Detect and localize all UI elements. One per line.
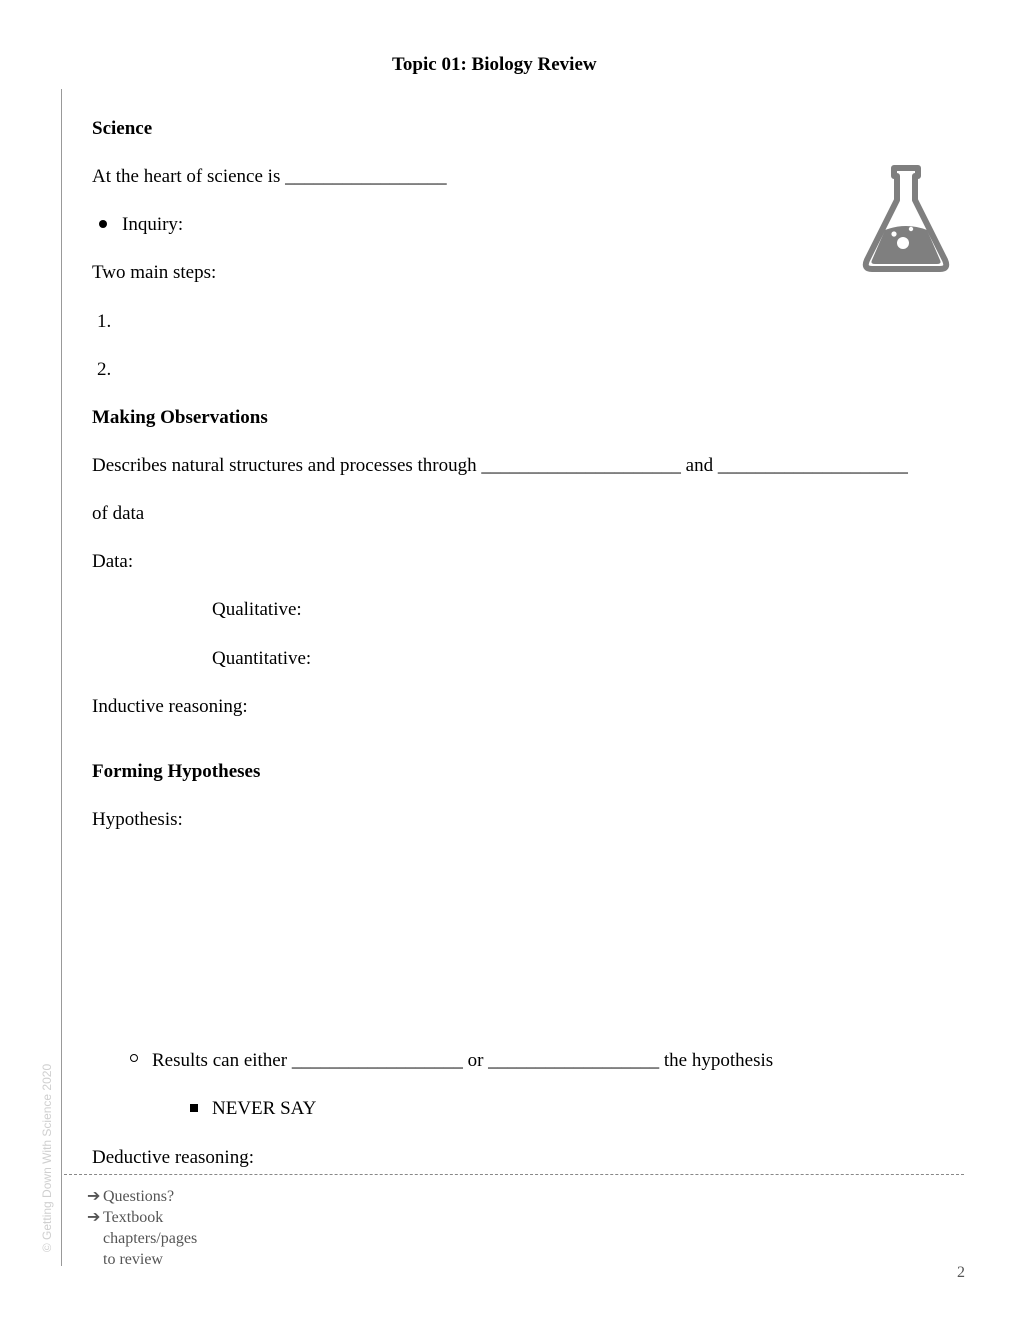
left-margin-rule bbox=[61, 89, 62, 1266]
inductive-reasoning-label: Inductive reasoning: bbox=[92, 696, 248, 717]
hypothesis-label: Hypothesis: bbox=[92, 809, 183, 830]
results-line: Results can either __________________ or __________________ the hypothesis bbox=[152, 1050, 774, 1071]
hollow-bullet-icon bbox=[130, 1054, 138, 1062]
questions-note: Questions? bbox=[103, 1188, 175, 1205]
step-2-label: 2. bbox=[97, 359, 112, 380]
qualitative-label: Qualitative: bbox=[212, 599, 302, 620]
science-heading: Science bbox=[92, 118, 153, 139]
data-label: Data: bbox=[92, 551, 134, 572]
footer-notes bbox=[87, 1186, 197, 1270]
page-title: Topic 01: Biology Review bbox=[392, 54, 597, 75]
bullet-dot-icon bbox=[99, 220, 107, 228]
right-arrow-icon: ➔ bbox=[87, 1209, 101, 1226]
forming-hypotheses-heading: Forming Hypotheses bbox=[92, 761, 261, 782]
textbook-note-line1: Textbook bbox=[103, 1209, 164, 1226]
quantitative-label: Quantitative: bbox=[212, 648, 312, 669]
never-say-text: NEVER SAY bbox=[212, 1098, 317, 1119]
inquiry-label: Inquiry: bbox=[122, 214, 184, 235]
of-data-text: of data bbox=[92, 503, 145, 524]
step-1-label: 1. bbox=[97, 311, 112, 332]
flask-icon bbox=[860, 164, 952, 274]
describes-line: Describes natural structures and processes through _____________________ and ____________________ bbox=[92, 455, 908, 476]
footer-separator bbox=[64, 1174, 964, 1175]
right-arrow-icon: ➔ bbox=[87, 1188, 101, 1205]
making-observations-heading: Making Observations bbox=[92, 407, 268, 428]
copyright-watermark: © Getting Down With Science 2020 bbox=[40, 1063, 54, 1253]
page-number: 2 bbox=[957, 1264, 965, 1281]
square-bullet-icon bbox=[190, 1104, 198, 1112]
deductive-reasoning-label: Deductive reasoning: bbox=[92, 1147, 254, 1168]
two-main-steps-label: Two main steps: bbox=[92, 262, 217, 283]
textbook-note-line3: to review bbox=[103, 1251, 163, 1268]
heart-of-science-line: At the heart of science is _________________ bbox=[92, 166, 447, 187]
textbook-note-line2: chapters/pages bbox=[103, 1230, 198, 1247]
